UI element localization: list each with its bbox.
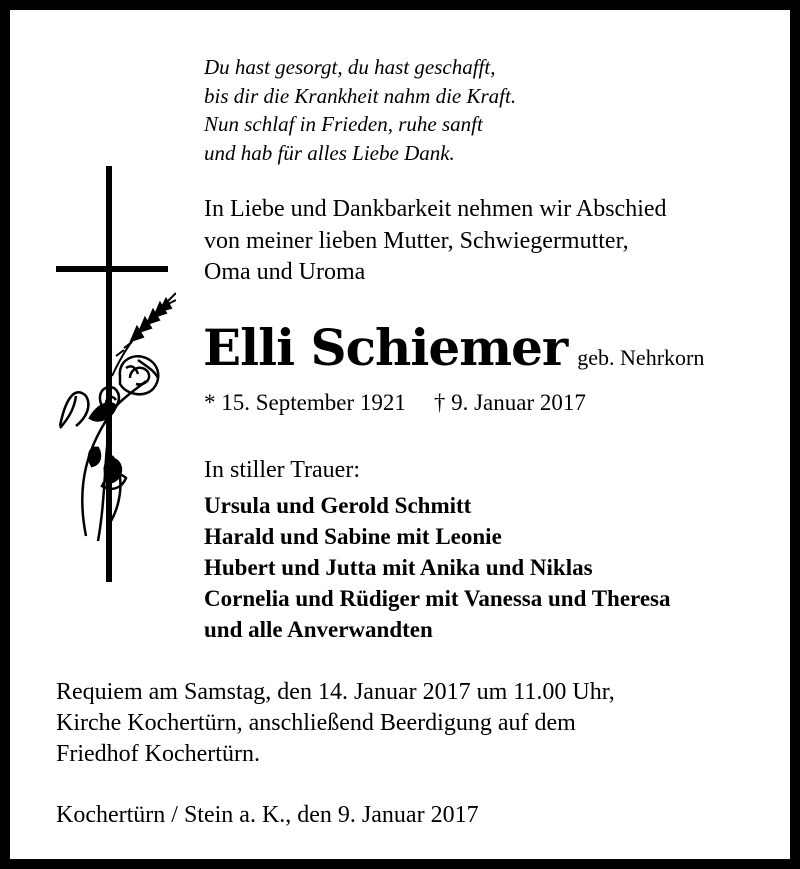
- deceased-name: Elli Schiemer: [203, 318, 568, 377]
- mourner-family: Hubert und Jutta mit Anika und Niklas: [204, 555, 593, 580]
- rose-stem-icon: [60, 381, 146, 541]
- life-dates: [204, 390, 586, 416]
- mourners-list: [204, 490, 671, 645]
- intro-line: Oma und Uroma: [204, 259, 366, 285]
- farewell-intro: [204, 194, 667, 289]
- service-line: Kirche Kochertürn, anschließend Beerdigung auf dem: [56, 710, 576, 736]
- cross-with-rose-icon: [46, 156, 176, 586]
- cross-horizontal-beam: [56, 266, 168, 272]
- mourner-family: und alle Anverwandten: [204, 617, 433, 642]
- place-and-date: Kochertürn / Stein a. K., den 9. Januar 2017: [56, 802, 479, 828]
- death-date: † 9. Januar 2017: [433, 390, 586, 415]
- mourner-family: Cornelia und Rüdiger mit Vanessa und Theresa: [204, 586, 671, 611]
- birth-date: * 15. September 1921: [204, 390, 406, 415]
- maiden-name: geb. Nehrkorn: [577, 345, 705, 370]
- mourning-label: In stiller Trauer:: [204, 457, 360, 483]
- service-line: Requiem am Samstag, den 14. Januar 2017 um 11.00 Uhr,: [56, 679, 615, 705]
- poem-line: bis dir die Krankheit nahm die Kraft.: [204, 83, 517, 108]
- mourner-family: Harald und Sabine mit Leonie: [204, 524, 502, 549]
- poem-line: Du hast gesorgt, du hast geschafft,: [204, 55, 496, 79]
- poem-line: und hab für alles Liebe Dank.: [204, 140, 455, 165]
- service-line: Friedhof Kochertürn.: [56, 741, 260, 767]
- intro-line: In Liebe und Dankbarkeit nehmen wir Abschied: [204, 196, 667, 222]
- poem-line: Nun schlaf in Frieden, ruhe sanft: [204, 112, 483, 136]
- deceased-name-row: [203, 316, 704, 380]
- service-details: [56, 677, 615, 770]
- mourner-family: Ursula und Gerold Schmitt: [204, 493, 472, 518]
- memorial-poem: [204, 53, 516, 167]
- intro-line: von meiner lieben Mutter, Schwiegermutter,: [204, 227, 629, 254]
